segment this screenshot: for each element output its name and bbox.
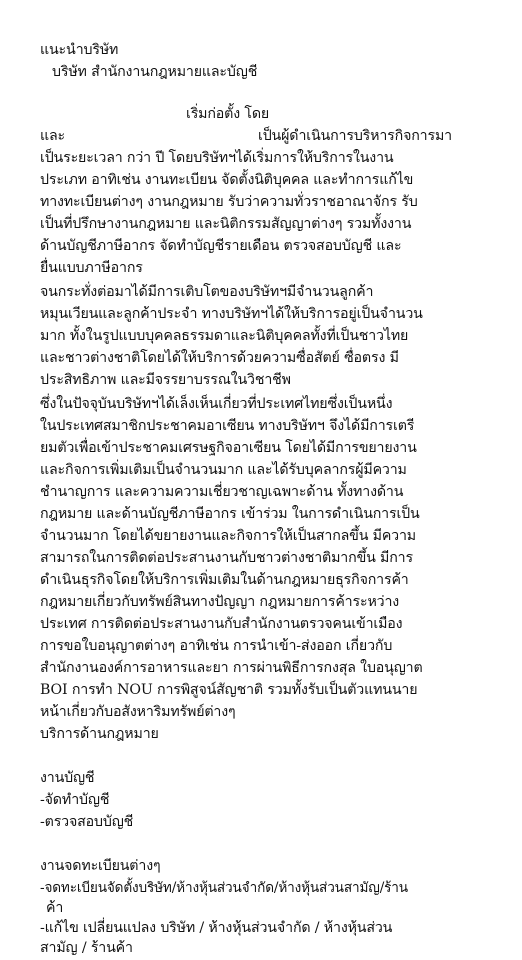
para3-line: ดำเนินธุรกิจโดยให้บริการเพิ่มเติมในด้านกฎหมายธุรกิจการค้า bbox=[40, 572, 409, 588]
para2-line: จนกระทั่งต่อมาได้มีการเติบโตของบริษัทฯมีจำนวนลูกค้า bbox=[40, 284, 374, 300]
para3-line: ยมตัวเพื่อเข้าประชาคมเศรษฐกิจอาเซียน โดยได้มีการขยายงาน bbox=[40, 440, 417, 456]
para3-line: ซึ่งในปัจจุบันบริษัทฯได้เล็งเห็นเกี่ยวที่ประเทศไทยซึ่งเป็นหนึ่ง bbox=[40, 396, 393, 412]
intro-line-7: ยื่นแบบภาษีอากร bbox=[40, 260, 143, 276]
intro-line-1-end: เป็นผู้ดำเนินการบริหารกิจการมา bbox=[258, 128, 452, 144]
para3-line: จำนวนมาก โดยได้ขยายงานและกิจการให้เป็นสากลขึ้น มีความ bbox=[40, 528, 417, 544]
para2-line: หมุนเวียนและลูกค้าประจำ ทางบริษัทฯได้ให้บริการอยู่เป็นจำนวน bbox=[40, 306, 423, 322]
para3-line: และกิจการเพิ่มเติมเป็นจำนวนมาก และได้รับบุคลากรผู้มีความ bbox=[40, 462, 407, 478]
para3-line: การขอใบอนุญาตต่างๆ อาทิเช่น การนำเข้า-ส่งออก เกี่ยวกับ bbox=[40, 638, 393, 654]
registration-line: ค้า bbox=[46, 900, 64, 916]
intro-line-5: เป็นที่ปรึกษางานกฎหมาย และนิติกรรมสัญญาต่างๆ รวมทั้งงาน bbox=[40, 216, 412, 232]
accounting-item: -จัดทำบัญชี bbox=[40, 792, 110, 808]
para2-line: และชาวต่างชาติโดยได้ให้บริการด้วยความซื่อสัตย์ ซื่อตรง มี bbox=[40, 350, 399, 366]
registration-title: งานจดทะเบียนต่างๆ bbox=[40, 858, 161, 874]
para3-line: ในประเทศสมาชิกประชาคมอาเซียน ทางบริษัทฯ จึงได้มีการเตรี bbox=[40, 418, 415, 434]
intro-line-1-start: และ bbox=[40, 128, 66, 144]
intro-line-4: ทางทะเบียนต่างๆ งานกฎหมาย รับว่าความทั่วราชอาณาจักร รับ bbox=[40, 194, 418, 210]
founded-by-label: เริ่มก่อตั้ง โดย bbox=[186, 106, 270, 122]
intro-line-6: ด้านบัญชีภาษีอากร จัดทำบัญชีรายเดือน ตรวจสอบบัญชี และ bbox=[40, 238, 402, 254]
heading: แนะนำบริษัท bbox=[40, 42, 119, 58]
company-name: บริษัท สำนักงานกฎหมายและบัญชี bbox=[52, 64, 258, 80]
para3-line: กฎหมาย และด้านบัญชีภาษีอากร เข้าร่วม ในการดำเนินการเป็น bbox=[40, 506, 420, 522]
para3-line: สำนักงานองค์การอาหารและยา การผ่านพิธีการกงสุล ใบอนุญาต bbox=[40, 660, 423, 676]
registration-line: สามัญ / ร้านค้า bbox=[40, 940, 133, 956]
para2-line: มาก ทั้งในรูปแบบบุคคลธรรมดาและนิติบุคคลทั้งที่เป็นชาวไทย bbox=[40, 328, 409, 344]
para2-line: ประสิทธิภาพ และมีจรรยาบรรณในวิชาชีพ bbox=[40, 372, 291, 388]
legal-services-heading: บริการด้านกฎหมาย bbox=[40, 726, 159, 742]
para3-line: BOI การทำ NOU การพิสูจน์สัญชาติ รวมทั้งรับเป็นตัวแทนนาย bbox=[40, 682, 418, 698]
registration-line: -แก้ไข เปลี่ยนแปลง บริษัท / ห้างหุ้นส่วนจำกัด / ห้างหุ้นส่วน bbox=[40, 920, 393, 936]
para3-line: ประเทศ การติดต่อประสานงานกับสำนักงานตรวจคนเข้าเมือง bbox=[40, 616, 403, 632]
accounting-title: งานบัญชี bbox=[40, 770, 95, 786]
para3-line: หน้าเกี่ยวกับอสังหาริมทรัพย์ต่างๆ bbox=[40, 704, 236, 720]
intro-line-2: เป็นระยะเวลา กว่า ปี โดยบริษัทฯได้เริ่มการให้บริการในงาน bbox=[40, 150, 394, 166]
intro-line-3: ประเภท อาทิเช่น งานทะเบียน จัดตั้งนิติบุคคล และทำการแก้ไข bbox=[40, 172, 414, 188]
para3-line: ชำนาญการ และความความเชี่ยวชาญเฉพาะด้าน ทั้งทางด้าน bbox=[40, 484, 404, 500]
accounting-item: -ตรวจสอบบัญชี bbox=[40, 814, 134, 830]
para3-line: สามารถในการติดต่อประสานงานกับชาวต่างชาติมากขึ้น มีการ bbox=[40, 550, 413, 566]
registration-line: -จดทะเบียนจัดตั้งบริษัท/ห้างหุ้นส่วนจำกัด/ห้างหุ้นส่วนสามัญ/ร้าน bbox=[40, 880, 408, 896]
para3-line: กฎหมายเกี่ยวกับทรัพย์สินทางปัญญา กฎหมายการค้าระหว่าง bbox=[40, 594, 400, 610]
